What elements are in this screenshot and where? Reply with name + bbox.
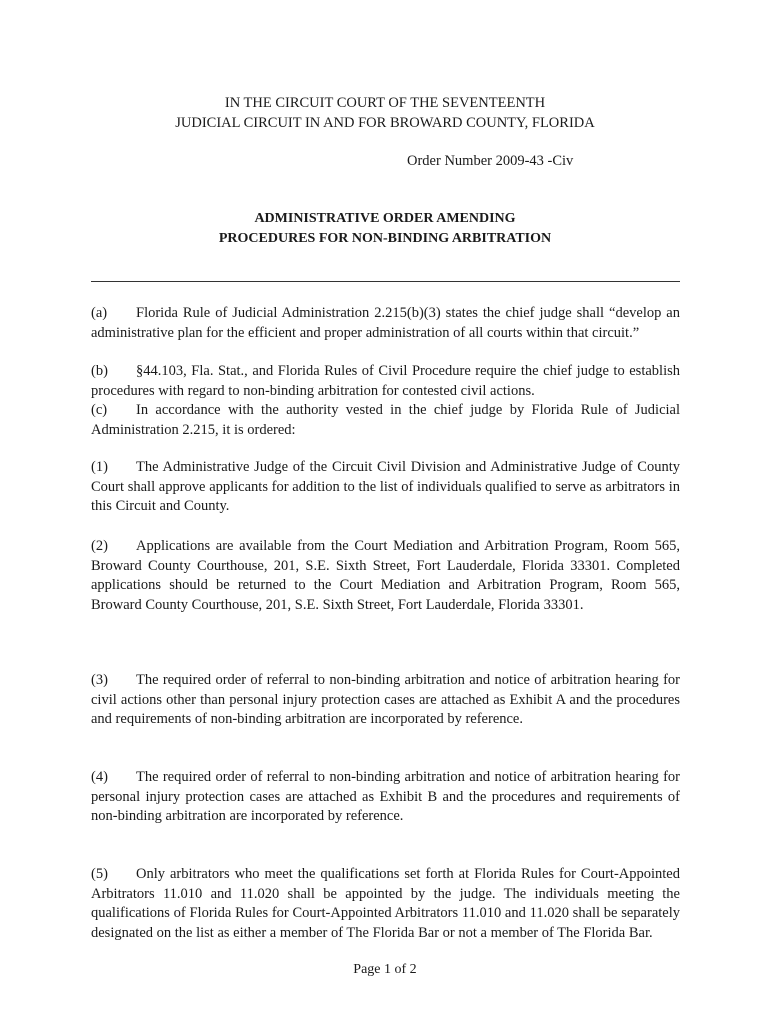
- recital-text: §44.103, Fla. Stat., and Florida Rules of Civil Procedure require the chief judge to establish procedures with regard to non-binding arbitration for contested civil actions.: [91, 363, 680, 399]
- paragraph-label: (1): [91, 459, 108, 475]
- recital-label: (b): [91, 363, 108, 379]
- paragraph-label: (3): [91, 672, 108, 688]
- recital-label: (c): [91, 402, 108, 418]
- paragraph-text: Applications are available from the Court Mediation and Arbitration Program, Room 565, Broward County Courthouse, 201, S.E. Sixth Street, Fort Lauderdale, Florida 33301. Completed applications should be returned to the Court Mediation and Arbitration Program, Room 565, Broward County Courthouse, 201, S.E. Sixth Street, Fort Lauderdale, Florida 33301.: [91, 538, 680, 613]
- order-number: Order Number 2009-43 -Civ: [407, 153, 574, 169]
- order-title-line1: ADMINISTRATIVE ORDER AMENDING: [254, 211, 516, 226]
- court-name-line2: JUDICIAL CIRCUIT IN AND FOR BROWARD COUNTY, FLORIDA: [175, 115, 595, 131]
- recital-c: [91, 401, 680, 440]
- title-divider: [91, 281, 680, 282]
- order-paragraph-3: [91, 671, 680, 730]
- page-number: Page 1 of 2: [353, 962, 417, 977]
- order-paragraph-2: [91, 537, 680, 615]
- court-name-line1: IN THE CIRCUIT COURT OF THE SEVENTEENTH: [224, 95, 546, 111]
- paragraph-text: The required order of referral to non-binding arbitration and notice of arbitration hearing for personal injury protection cases are attached as Exhibit B and the procedures and requirements of non-binding arbitration are incorporated by reference.: [91, 769, 680, 824]
- recital-text: Florida Rule of Judicial Administration 2.215(b)(3) states the chief judge shall “develop an administrative plan for the efficient and proper administration of all courts within that circuit.”: [91, 305, 680, 341]
- order-paragraph-1: [91, 458, 680, 517]
- recital-a: [91, 304, 680, 343]
- order-title-line2: PROCEDURES FOR NON-BINDING ARBITRATION: [218, 231, 552, 246]
- paragraph-text: Only arbitrators who meet the qualifications set forth at Florida Rules for Court-Appointed Arbitrators 11.010 and 11.020 shall be appointed by the judge. The individuals meeting the qualifications of Florida Rules for Court-Appointed Arbitrators 11.010 and 11.020 shall be separately designated on the list as either a member of The Florida Bar or not a member of The Florida Bar.: [91, 866, 680, 941]
- paragraph-text: The Administrative Judge of the Circuit Civil Division and Administrative Judge of County Court shall approve applicants for addition to the list of individuals qualified to serve as arbitrators in this Circuit and County.: [91, 459, 680, 514]
- recital-text: In accordance with the authority vested in the chief judge by Florida Rule of Judicial Administration 2.215, it is ordered:: [91, 402, 680, 438]
- paragraph-label: (4): [91, 769, 108, 785]
- order-paragraph-5: [91, 865, 680, 943]
- paragraph-text: The required order of referral to non-binding arbitration and notice of arbitration hearing for civil actions other than personal injury protection cases are attached as Exhibit A and the procedures and requirements of non-binding arbitration are incorporated by reference.: [91, 672, 680, 727]
- order-paragraph-4: [91, 768, 680, 827]
- paragraph-label: (5): [91, 866, 108, 882]
- recital-b: [91, 362, 680, 401]
- paragraph-label: (2): [91, 538, 108, 554]
- recital-label: (a): [91, 305, 108, 321]
